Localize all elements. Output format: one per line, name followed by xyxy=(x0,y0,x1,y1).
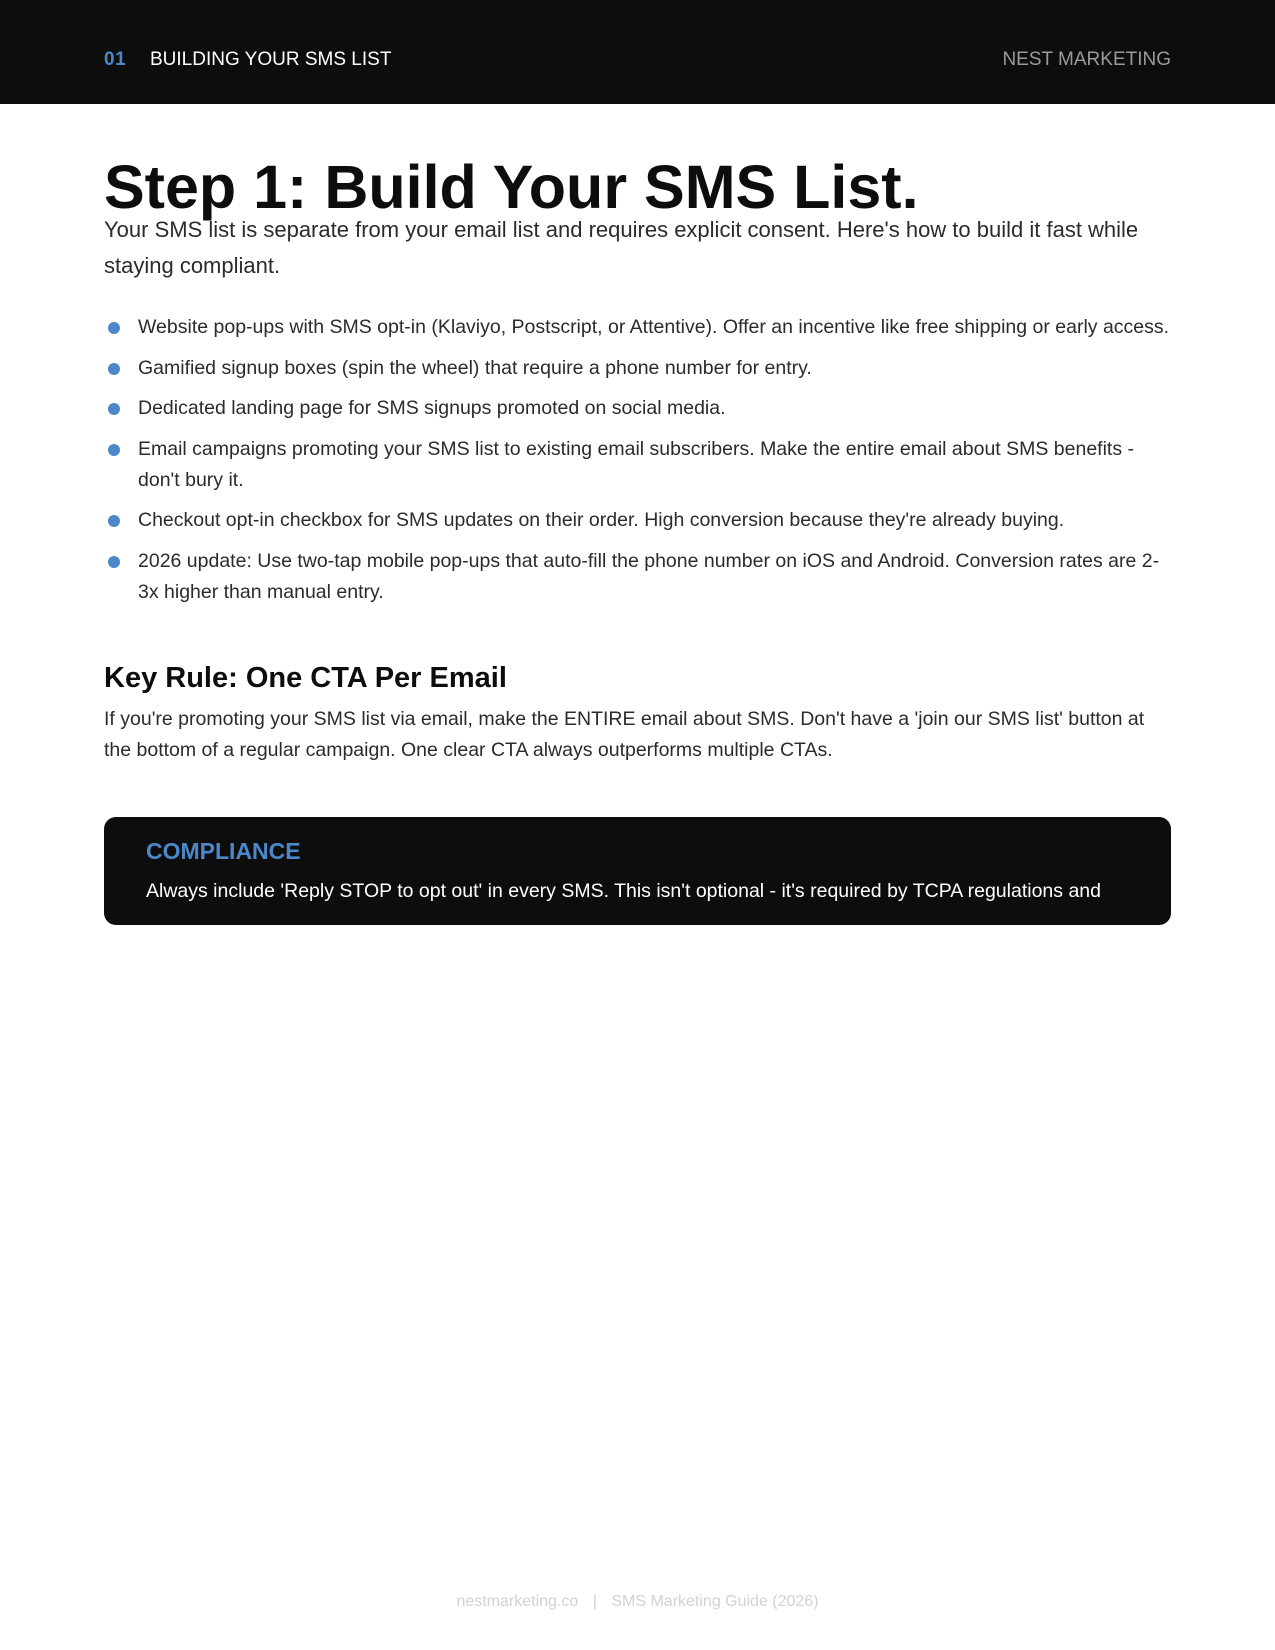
bullet-dot-icon xyxy=(108,322,120,334)
list-item-text: Dedicated landing page for SMS signups promoted on social media. xyxy=(138,397,726,419)
compliance-callout xyxy=(104,817,1171,925)
callout-text: Always include 'Reply STOP to opt out' in every SMS. This isn't optional - it's required by TCPA regulations and xyxy=(146,880,1101,902)
page-title: Step 1: Build Your SMS List. xyxy=(104,153,919,221)
list-item-text: 2026 update: Use two-tap mobile pop-ups that auto-fill the phone number on iOS and Android. Conversion rates are 2-3x higher than manual entry. xyxy=(138,549,1160,603)
page-footer xyxy=(0,1592,1275,1612)
list-item xyxy=(104,546,1176,608)
intro-paragraph: Your SMS list is separate from your email list and requires explicit consent. Here's how to build it fast while staying compliant. xyxy=(104,217,1139,278)
section-number: 01 xyxy=(104,49,127,70)
key-rule-body: If you're promoting your SMS list via email, make the ENTIRE email about SMS. Don't have a 'join our SMS list' button at the bottom of a regular campaign. One clear CTA always outperforms multiple CTAs. xyxy=(104,708,1145,761)
section-title: BUILDING YOUR SMS LIST xyxy=(150,49,392,70)
bullet-dot-icon xyxy=(108,363,120,375)
list-item-text: Email campaigns promoting your SMS list to existing email subscribers. Make the entire email about SMS benefits - don't bury it. xyxy=(138,437,1135,491)
list-item-text: Website pop-ups with SMS opt-in (Klaviyo, Postscript, or Attentive). Offer an incentive like free shipping or early access. xyxy=(138,316,1170,338)
page-header xyxy=(0,0,1275,104)
list-item xyxy=(104,312,1176,343)
list-item xyxy=(104,434,1176,496)
bullet-dot-icon xyxy=(108,444,120,456)
bullet-dot-icon xyxy=(108,556,120,568)
list-item-text: Gamified signup boxes (spin the wheel) that require a phone number for entry. xyxy=(138,356,812,379)
bullet-dot-icon xyxy=(108,515,120,527)
footer-separator: | xyxy=(592,1593,597,1610)
footer-site: nestmarketing.co xyxy=(456,1593,579,1610)
footer-guide-title: SMS Marketing Guide (2026) xyxy=(611,1593,819,1610)
key-rule-heading: Key Rule: One CTA Per Email xyxy=(104,662,507,694)
tactics-list xyxy=(104,312,1176,617)
list-item xyxy=(104,393,1176,424)
bullet-dot-icon xyxy=(108,403,120,415)
list-item-text: Checkout opt-in checkbox for SMS updates on their order. High conversion because they're already buying. xyxy=(138,509,1065,531)
list-item xyxy=(104,505,1176,536)
callout-label: COMPLIANCE xyxy=(146,838,301,864)
list-item xyxy=(104,353,1176,384)
brand-name: NEST MARKETING xyxy=(1002,49,1171,70)
